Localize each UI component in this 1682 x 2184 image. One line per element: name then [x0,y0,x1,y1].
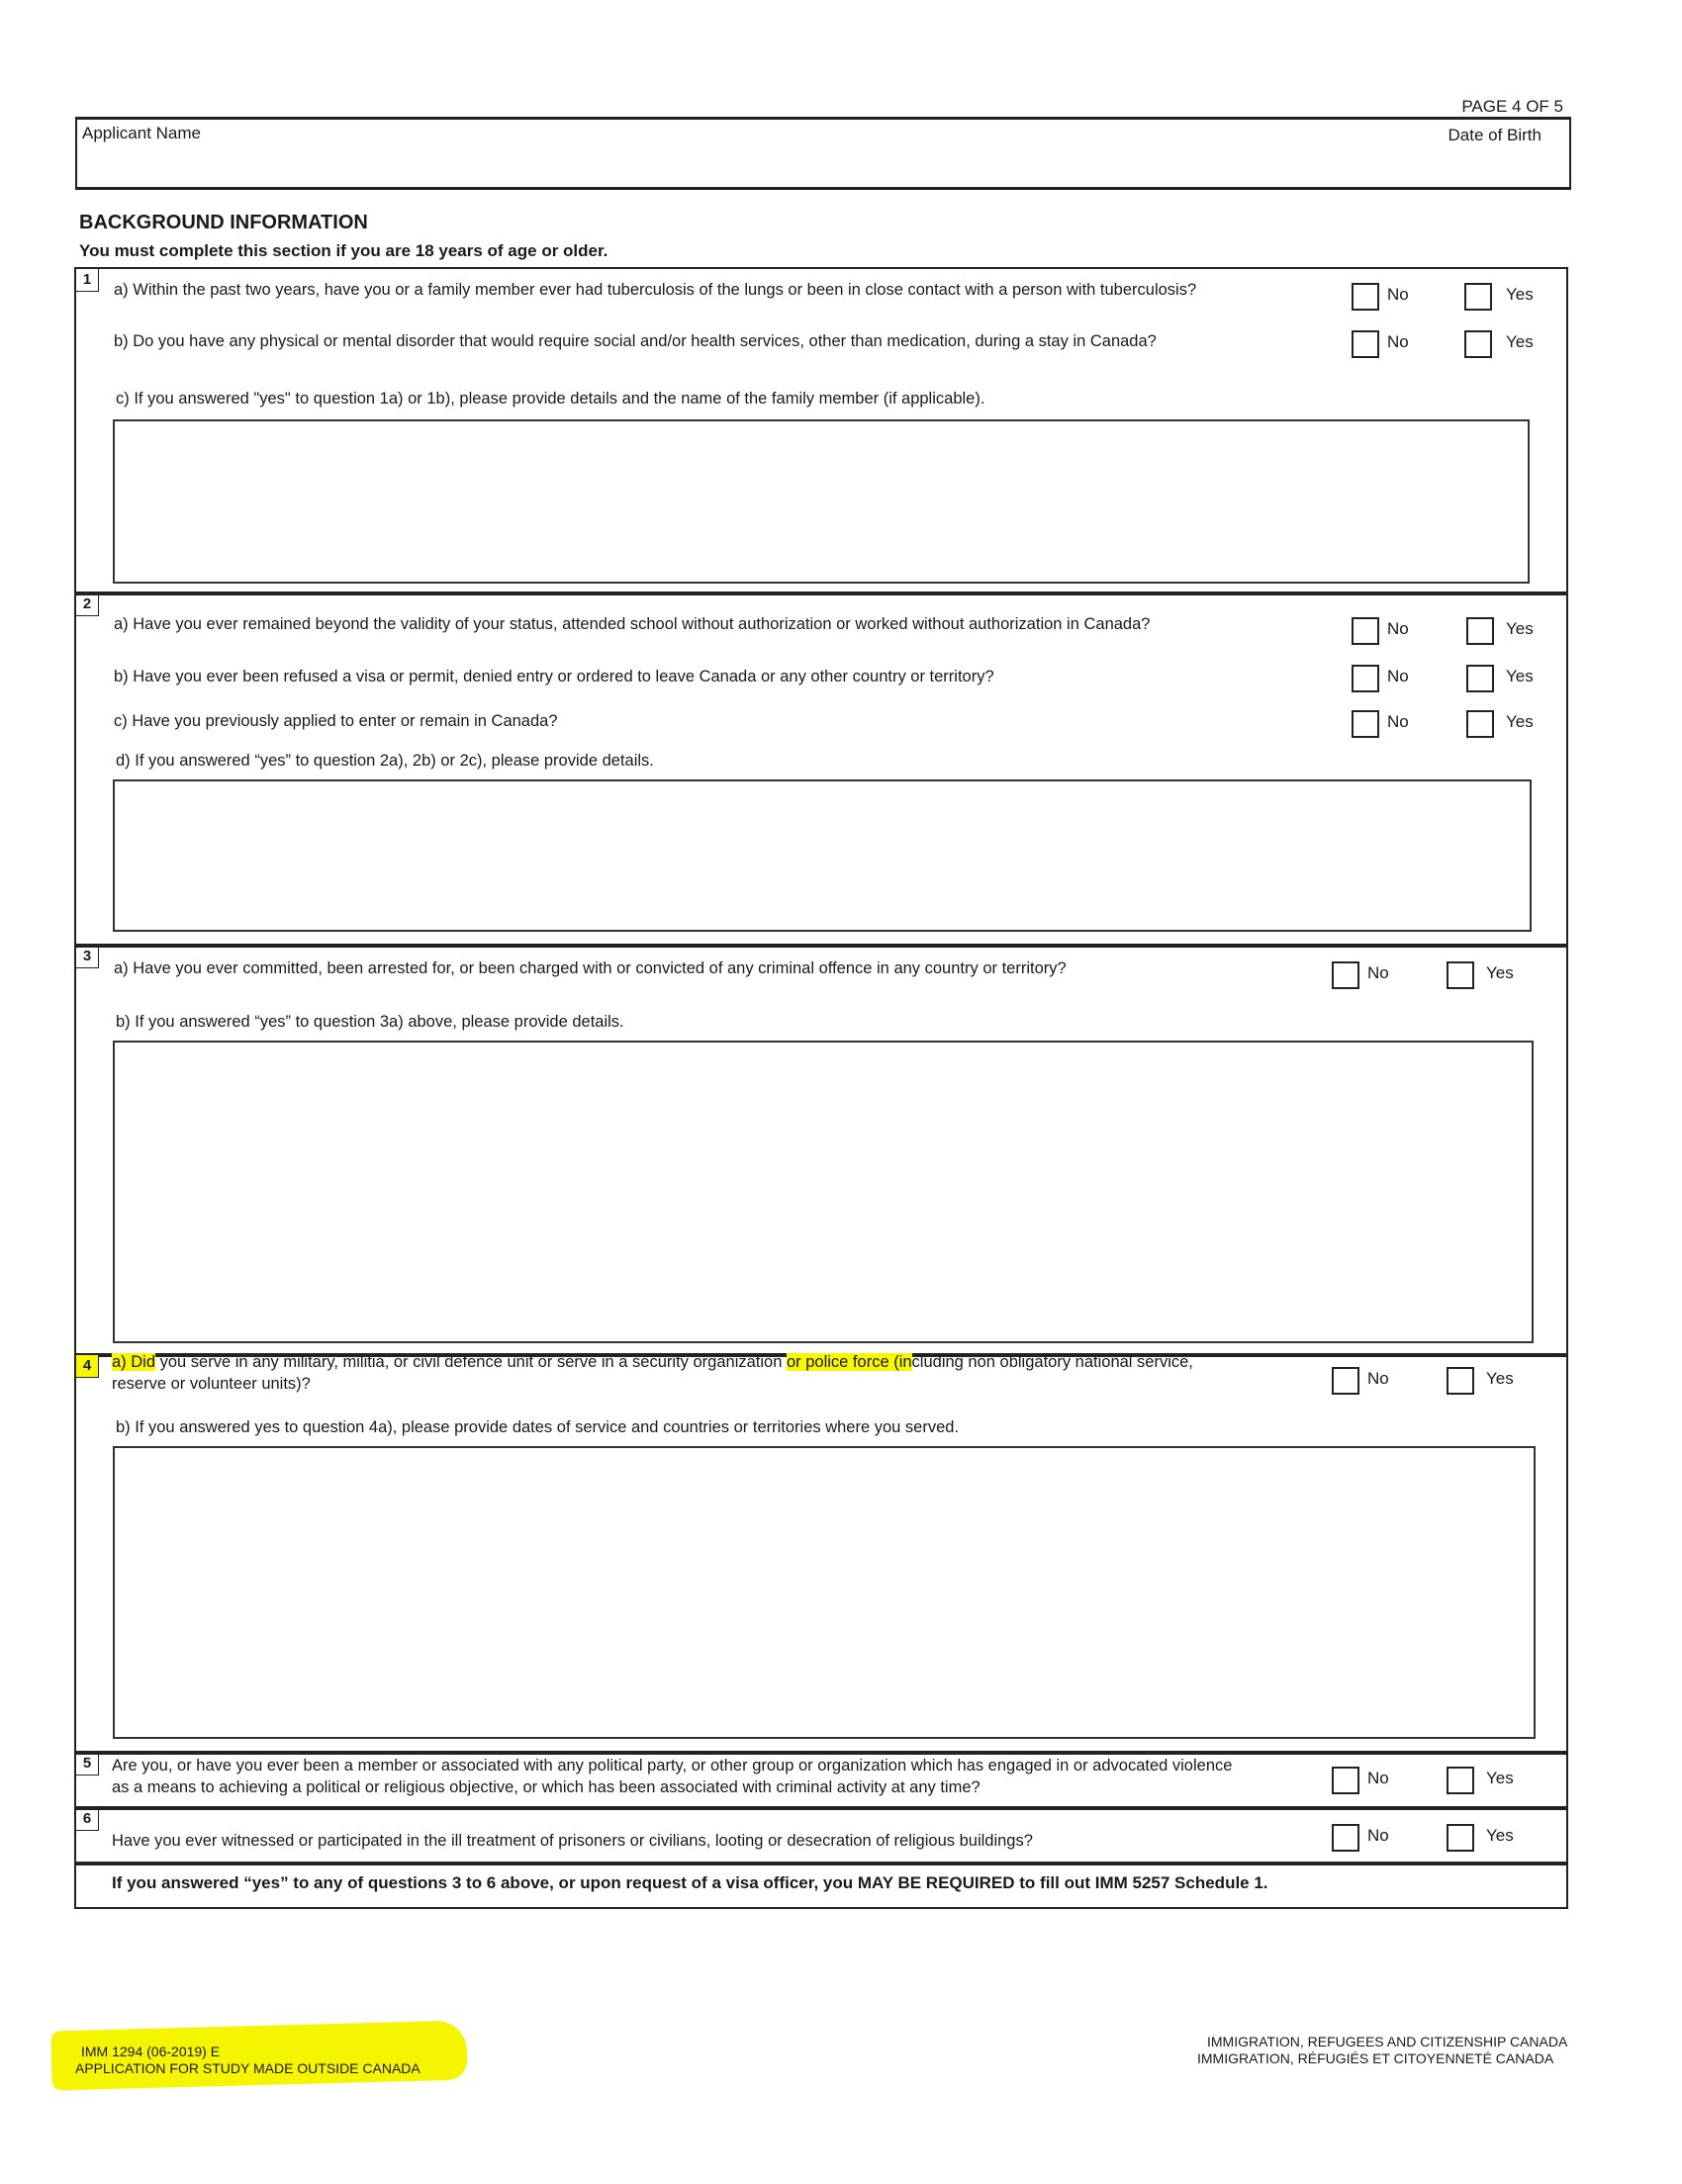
q2b-yes-checkbox[interactable] [1466,665,1494,692]
question-5-text-line1: Are you, or have you ever been a member or associated with any political party, or other group or organization which has engaged in or advocated violence [112,1757,1233,1774]
applicant-header-box [75,117,1571,190]
date-of-birth-label: Date of Birth [1448,126,1542,144]
q2b-yes-label: Yes [1506,667,1534,685]
q1c-details-field[interactable] [113,419,1530,584]
question-1-number: 1 [76,269,99,292]
q6-no-label: No [1367,1826,1389,1845]
q1a-yes-label: Yes [1506,285,1534,304]
question-1a-text: a) Within the past two years, have you or a family member ever had tuberculosis of the lungs or been in close contact with a person with tuberculosis? [114,281,1197,299]
q5-no-checkbox[interactable] [1332,1767,1359,1794]
question-6-text: Have you ever witnessed or participated in the ill treatment of prisoners or civilians, looting or desecration of religious buildings? [112,1832,1033,1850]
form-title: APPLICATION FOR STUDY MADE OUTSIDE CANADA [75,2060,420,2076]
question-4a-text [112,1351,1193,1373]
q4a-text-part4: cluding non obligatory national service, [911,1353,1193,1371]
question-2d-text: d) If you answered “yes” to question 2a), 2b) or 2c), please provide details. [116,752,654,770]
q2c-no-checkbox[interactable] [1352,710,1379,738]
q4a-yes-checkbox[interactable] [1447,1367,1474,1395]
question-5-number: 5 [76,1753,99,1775]
question-1b-text: b) Do you have any physical or mental disorder that would require social and/or health services, other than medication, during a stay in Canada? [114,332,1157,350]
q2d-details-field[interactable] [113,779,1532,932]
q5-yes-checkbox[interactable] [1447,1767,1474,1794]
q4a-highlight-did: a) Did [112,1353,156,1371]
q2c-yes-label: Yes [1506,712,1534,731]
q4a-no-checkbox[interactable] [1332,1367,1359,1395]
q4a-text-part2: you serve in any military, militia, or civil defence unit or serve in a security organization [155,1353,787,1371]
question-3a-text: a) Have you ever committed, been arrested for, or been charged with or convicted of any criminal offence in any country or territory? [114,959,1067,977]
question-4-number: 4 [76,1355,99,1378]
q1b-no-label: No [1387,332,1409,351]
question-5-text-line2: as a means to achieving a political or religious objective, or which has been associated with criminal activity at any time? [112,1778,981,1796]
q5-yes-label: Yes [1486,1769,1514,1787]
q2b-no-label: No [1387,667,1409,685]
q1b-yes-checkbox[interactable] [1464,330,1492,358]
question-6-number: 6 [76,1808,99,1831]
question-3-number: 3 [76,946,99,968]
q2c-yes-checkbox[interactable] [1466,710,1494,738]
q4a-no-label: No [1367,1369,1389,1388]
applicant-name-label: Applicant Name [82,124,202,142]
q2c-no-label: No [1387,712,1409,731]
q2a-yes-label: Yes [1506,619,1534,638]
q1b-no-checkbox[interactable] [1352,330,1379,358]
q3a-yes-label: Yes [1486,963,1514,982]
question-4b-text: b) If you answered yes to question 4a), please provide dates of service and countries or territories where you served. [116,1418,960,1436]
question-2-number: 2 [76,593,99,616]
department-name-en: IMMIGRATION, REFUGEES AND CITIZENSHIP CANADA [1207,2034,1568,2049]
q1a-no-checkbox[interactable] [1352,283,1379,311]
q4a-highlight-police: or police force (in [786,1353,912,1371]
page-number: PAGE 4 OF 5 [1461,97,1563,116]
department-name-fr: IMMIGRATION, RÉFUGIÉS ET CITOYENNETÉ CANADA [1197,2050,1554,2066]
q2a-yes-checkbox[interactable] [1466,617,1494,645]
question-2c-text: c) Have you previously applied to enter or remain in Canada? [114,712,558,730]
q2b-no-checkbox[interactable] [1352,665,1379,692]
q6-no-checkbox[interactable] [1332,1824,1359,1852]
q3a-yes-checkbox[interactable] [1447,961,1474,989]
q4a-yes-label: Yes [1486,1369,1514,1388]
section-subtitle: You must complete this section if you are 18 years of age or older. [79,241,608,260]
question-2a-text: a) Have you ever remained beyond the validity of your status, attended school without authorization or worked without authorization in Canada? [114,615,1151,633]
form-code: IMM 1294 (06-2019) E [81,2044,221,2059]
q3a-no-checkbox[interactable] [1332,961,1359,989]
q3b-details-field[interactable] [113,1041,1534,1343]
final-note: If you answered “yes” to any of questions 3 to 6 above, or upon request of a visa officer, you MAY BE REQUIRED to fill out IMM 5257 Schedule 1. [112,1873,1268,1892]
q2a-no-label: No [1387,619,1409,638]
q3a-no-label: No [1367,963,1389,982]
q1b-yes-label: Yes [1506,332,1534,351]
q5-no-label: No [1367,1769,1389,1787]
question-4a-line2: reserve or volunteer units)? [112,1375,311,1393]
q4b-details-field[interactable] [113,1446,1536,1739]
q6-yes-label: Yes [1486,1826,1514,1845]
q1a-no-label: No [1387,285,1409,304]
question-2b-text: b) Have you ever been refused a visa or permit, denied entry or ordered to leave Canada or any other country or territory? [114,668,994,685]
q6-yes-checkbox[interactable] [1447,1824,1474,1852]
q2a-no-checkbox[interactable] [1352,617,1379,645]
question-1c-text: c) If you answered "yes" to question 1a) or 1b), please provide details and the name of the family member (if applicable). [116,390,985,408]
question-3b-text: b) If you answered “yes” to question 3a) above, please provide details. [116,1013,624,1031]
section-title: BACKGROUND INFORMATION [79,212,368,233]
q1a-yes-checkbox[interactable] [1464,283,1492,311]
